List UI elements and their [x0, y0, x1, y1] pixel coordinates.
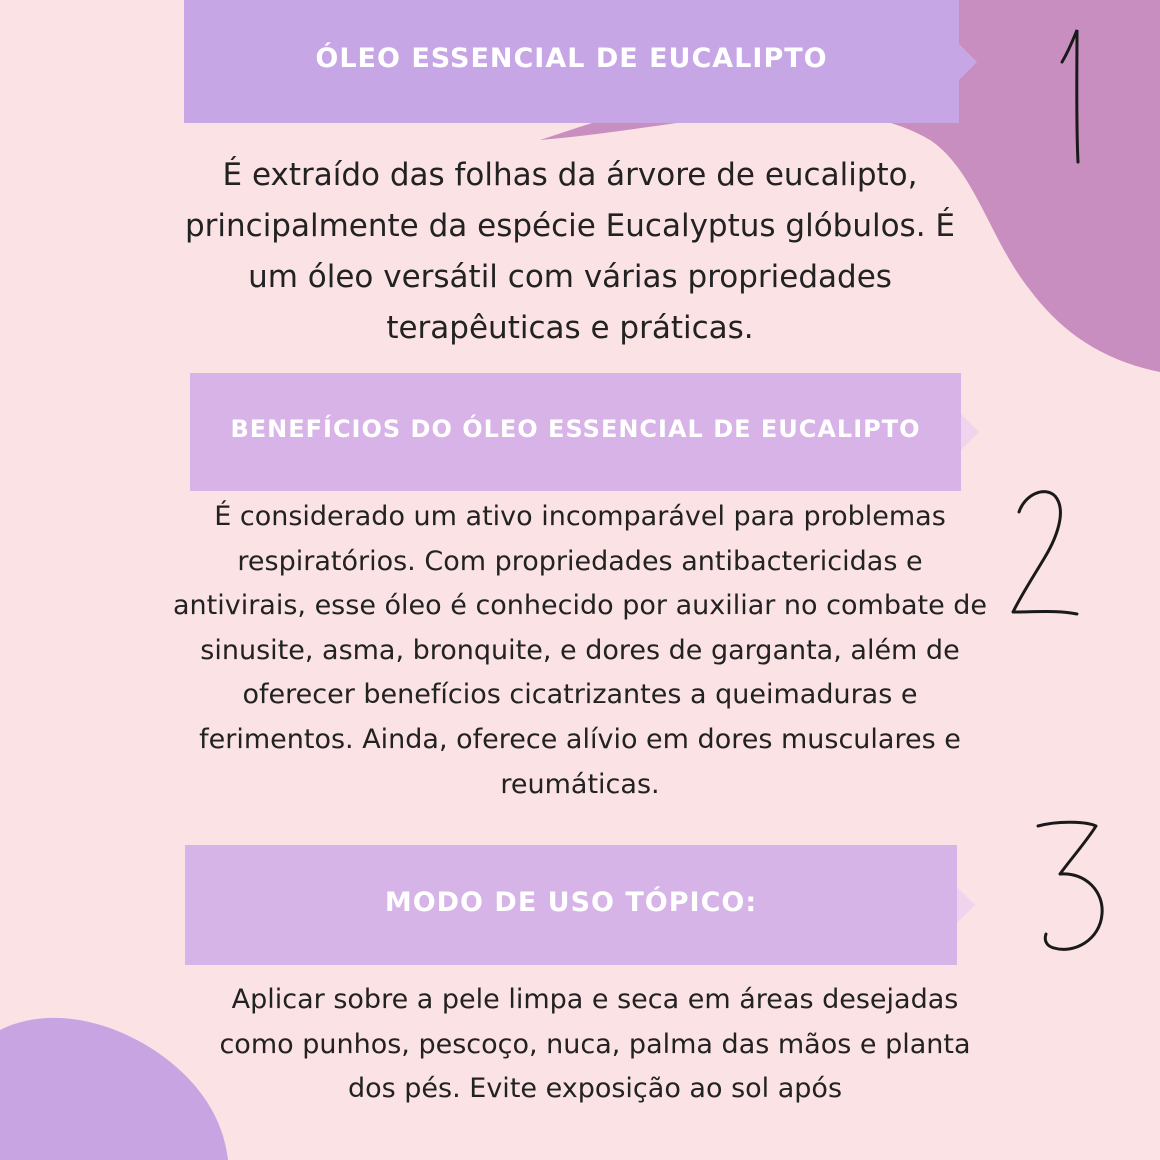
section-1-heading: ÓLEO ESSENCIAL DE EUCALIPTO [315, 43, 828, 74]
bottom-left-blob [0, 1018, 228, 1160]
section-3-heading-banner [185, 845, 957, 965]
section-1-heading-banner [184, 0, 959, 123]
section-2-number [1005, 482, 1085, 622]
section-2-heading-banner [190, 373, 961, 491]
section-1-number [1040, 22, 1110, 172]
section-3-number [1030, 812, 1110, 962]
banner-arrow-icon [961, 414, 979, 450]
section-3-heading: MODO DE USO TÓPICO: [384, 886, 758, 918]
section-3-text: Aplicar sobre a pele limpa e seca em áreas desejadas como punhos, pescoço, nuca, palma das mãos e planta dos pés. Evite exposição ao sol após [219, 984, 971, 1105]
banner-arrow-icon [959, 44, 977, 80]
banner-arrow-icon [957, 887, 975, 923]
section-2-heading: BENEFÍCIOS DO ÓLEO ESSENCIAL DE EUCALIPTO [230, 415, 921, 443]
section-1-text: É extraído das folhas da árvore de eucalipto, principalmente da espécie Eucalyptus glóbulos. É um óleo versátil com várias propriedades terapêuticas e práticas. [184, 157, 956, 346]
section-2-text: É considerado um ativo incomparável para problemas respiratórios. Com propriedades antibactericidas e antivirais, esse óleo é conhecido por auxiliar no combate de sinusite, asma, bronquite, e dores de garganta, além de oferecer benefícios cicatrizantes a queimaduras e ferimentos. Ainda, oferece alívio em dores musculares e reumáticas. [172, 501, 988, 800]
